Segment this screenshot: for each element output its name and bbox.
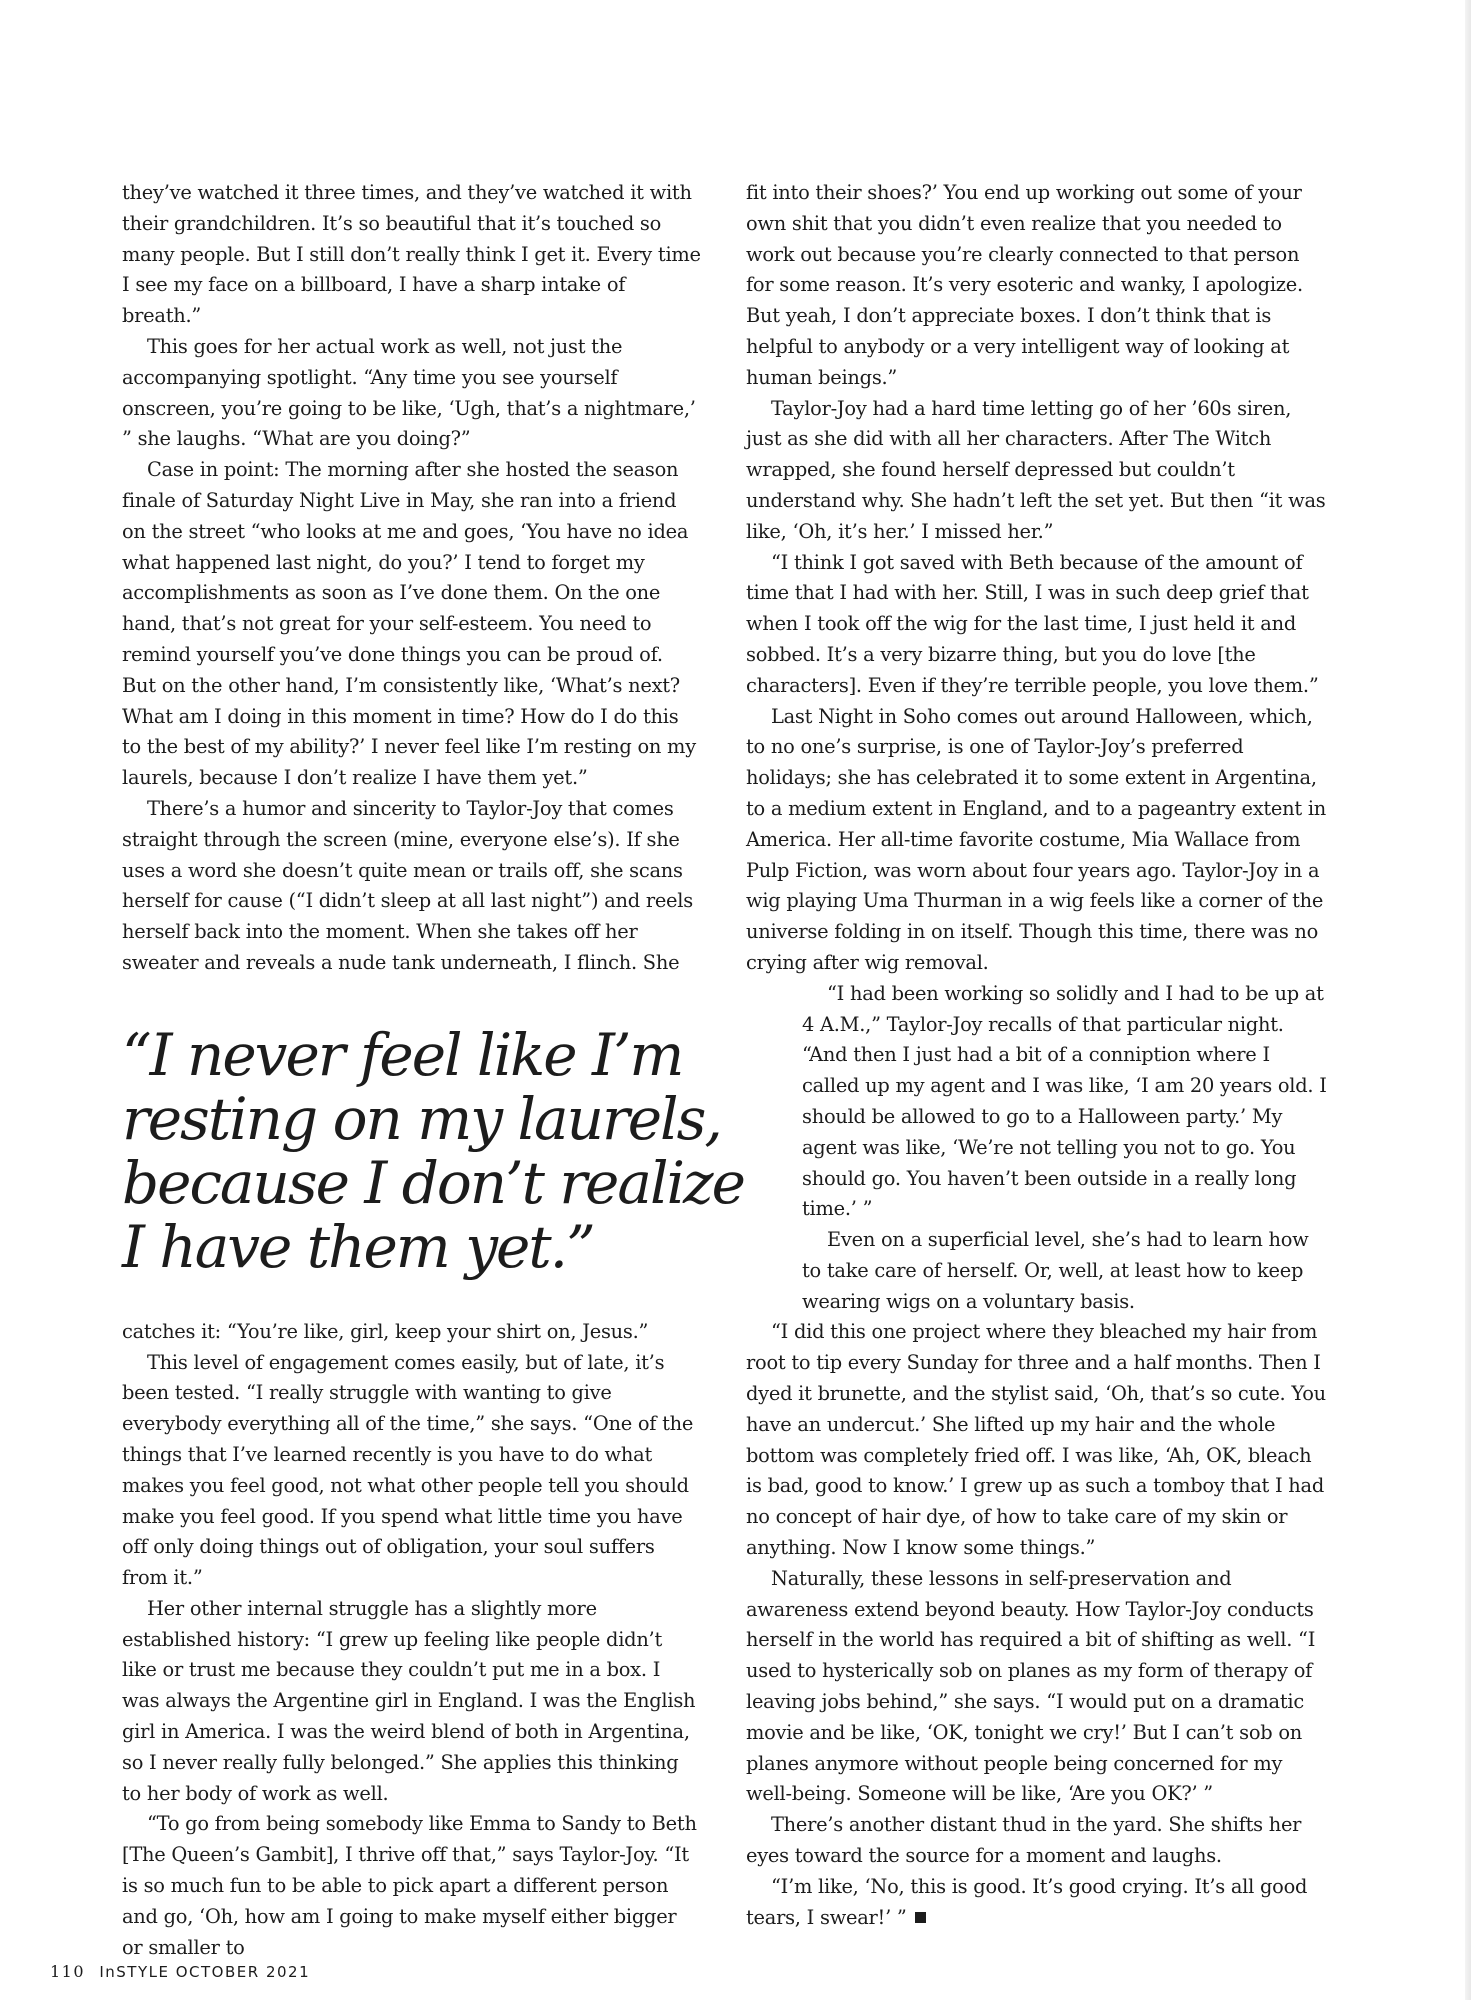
end-mark-icon [915, 1912, 926, 1923]
body-paragraph: “I think I got saved with Beth because of the amount of time that I had with her. Still, I was in such deep grief that when I took off the wig for the last time, I just held it and sobbed. It’s a very bizarre thing, but you do love [the characters]. Even if they’re terrible people, you love them.” [746, 550, 1319, 697]
body-paragraph: catches it: “You’re like, girl, keep your shirt on, Jesus.” [122, 1319, 649, 1343]
page-edge-shadow [1465, 0, 1471, 2000]
publication-name: InSTYLE [99, 1963, 170, 1981]
body-paragraph: “To go from being somebody like Emma to Sandy to Beth [The Queen’s Gambit], I thrive off that,” says Taylor-Joy. “It is so much fun to be able to pick apart a different person and go, ‘Oh, how am I going to make myself either bigger or smaller to [122, 1812, 697, 1959]
body-paragraph: Last Night in Soho comes out around Halloween, which, to no one’s surprise, is one of Taylor-Joy’s preferred holidays; she has celebrated it to some extent in Argentina, to a medium extent in England, and to a pageantry extent in America. Her all-time favorite costume, Mia Wallace from Pulp Fiction, was worn about four years ago. Taylor-Joy in a wig playing Uma Thurman in a wig feels like a corner of the universe folding in on itself. Though this time, there was no crying after wig removal. [746, 704, 1327, 974]
body-paragraph: There’s another distant thud in the yard. She shifts her eyes toward the source for a moment and laughs. [746, 1813, 1302, 1868]
body-paragraph: This goes for her actual work as well, not just the accompanying spotlight. “Any time you see yourself onscreen, you’re going to be like, ‘Ugh, that’s a nightmare,’ ” she laughs. “What are you doing?” [122, 334, 696, 451]
body-paragraph: Taylor-Joy had a hard time letting go of her ’60s siren, just as she did with all her characters. After The Witch wrapped, she found herself depressed but couldn’t understand why. She hadn’t left the set yet. But then “it was like, ‘Oh, it’s her.’ I missed her.” [746, 396, 1326, 543]
issue-date: OCTOBER 2021 [175, 1963, 311, 1981]
body-paragraph: “I did this one project where they bleached my hair from root to tip every Sunday for three and a half months. Then I dyed it brunette, and the stylist said, ‘Oh, that’s so cute. You have an undercut.’ She lifted up my hair and the whole bottom was completely fried off. I was like, ‘Ah, OK, bleach is bad, good to know.’ I grew up as such a tomboy that I had no concept of hair dye, of how to take care of my skin or anything. Now I know some things.” [746, 1320, 1326, 1560]
page-footer [50, 1962, 310, 1981]
body-paragraph: Her other internal struggle has a slightly more established history: “I grew up feeling like people didn’t like or trust me because they couldn’t put me in a box. I was always the Argentine girl in England. I was the English girl in America. I was the weird blend of both in Argentina, so I never really fully belonged.” She applies this thinking to her body of work as well. [122, 1596, 696, 1805]
body-paragraph: There’s a humor and sincerity to Taylor-Joy that comes straight through the screen (mine, everyone else’s). If she uses a word she doesn’t quite mean or trails off, she scans herself for cause (“I didn’t sleep at all last night”) and reels herself back into the moment. When she takes off her sweater and reveals a nude tank underneath, I flinch. She [122, 796, 693, 974]
pull-quote: “I never feel like I’m resting on my laurels, because I don’t realize I have them yet.” [122, 1020, 744, 1281]
body-paragraph: This level of engagement comes easily, but of late, it’s been tested. “I really struggle with wanting to give everybody everything all of the time,” she says. “One of the things that I’ve learned recently is you have to do what makes you feel good, not what other people tell you should make you feel good. If you spend what little time you have off only doing things out of obligation, your soul suffers from it.” [122, 1350, 694, 1590]
body-paragraph: Even on a superficial level, she’s had to learn how to take care of herself. Or, well, at least how to keep wearing wigs on a voluntary basis. [802, 1228, 1309, 1313]
body-paragraph: “I had been working so solidly and I had to be up at 4 A.M.,” Taylor-Joy recalls of that particular night. “And then I just had a bit of a conniption where I called up my agent and I was like, ‘I am 20 years old. I should be allowed to go to a Halloween party.’ My agent was like, ‘We’re not telling you not to go. You should go. You haven’t been outside in a really long time.’ ” [802, 981, 1327, 1221]
body-paragraph: Case in point: The morning after she hosted the season finale of Saturday Night Live in May, she ran into a friend on the street “who looks at me and goes, ‘You have no idea what happened last night, do you?’ I tend to forget my accomplishments as soon as I’ve done them. On the one hand, that’s not great for your self-esteem. You need to remind yourself you’ve done things you can be proud of. But on the other hand, I’m consistently like, ‘What’s next? What am I doing in this moment in time? How do I do this to the best of my ability?’ I never feel like I’m resting on my laurels, because I don’t realize I have them yet.” [122, 458, 696, 790]
inset-block [802, 979, 1332, 1318]
closing-text: “I’m like, ‘No, this is good. It’s good crying. It’s all good tears, I swear!’ ” [746, 1874, 1308, 1929]
body-paragraph: they’ve watched it three times, and they’ve watched it with their grandchildren. It’s so beautiful that it’s touched so many people. But I still don’t really think I get it. Every time I see my face on a billboard, I have a sharp intake of breath.” [122, 181, 701, 328]
page-number: 110 [50, 1962, 86, 1981]
right-column [746, 178, 1332, 1933]
closing-paragraph [746, 1872, 1332, 1934]
body-paragraph: fit into their shoes?’ You end up working out some of your own shit that you didn’t even realize that you needed to work out because you’re clearly connected to that person for some reason. It’s very esoteric and wanky, I apologize. But yeah, I don’t appreciate boxes. I don’t think that is helpful to anybody or a very intelligent way of looking at human beings.” [746, 181, 1303, 389]
left-column [122, 178, 744, 1963]
body-paragraph: Naturally, these lessons in self-preservation and awareness extend beyond beauty. How Taylor-Joy conducts herself in the world has required a bit of shifting as well. “I used to hysterically sob on planes as my form of therapy of leaving jobs behind,” she says. “I would put on a dramatic movie and be like, ‘OK, tonight we cry!’ But I can’t sob on planes anymore without people being concerned for my well-being. Someone will be like, ‘Are you OK?’ ” [746, 1566, 1316, 1806]
